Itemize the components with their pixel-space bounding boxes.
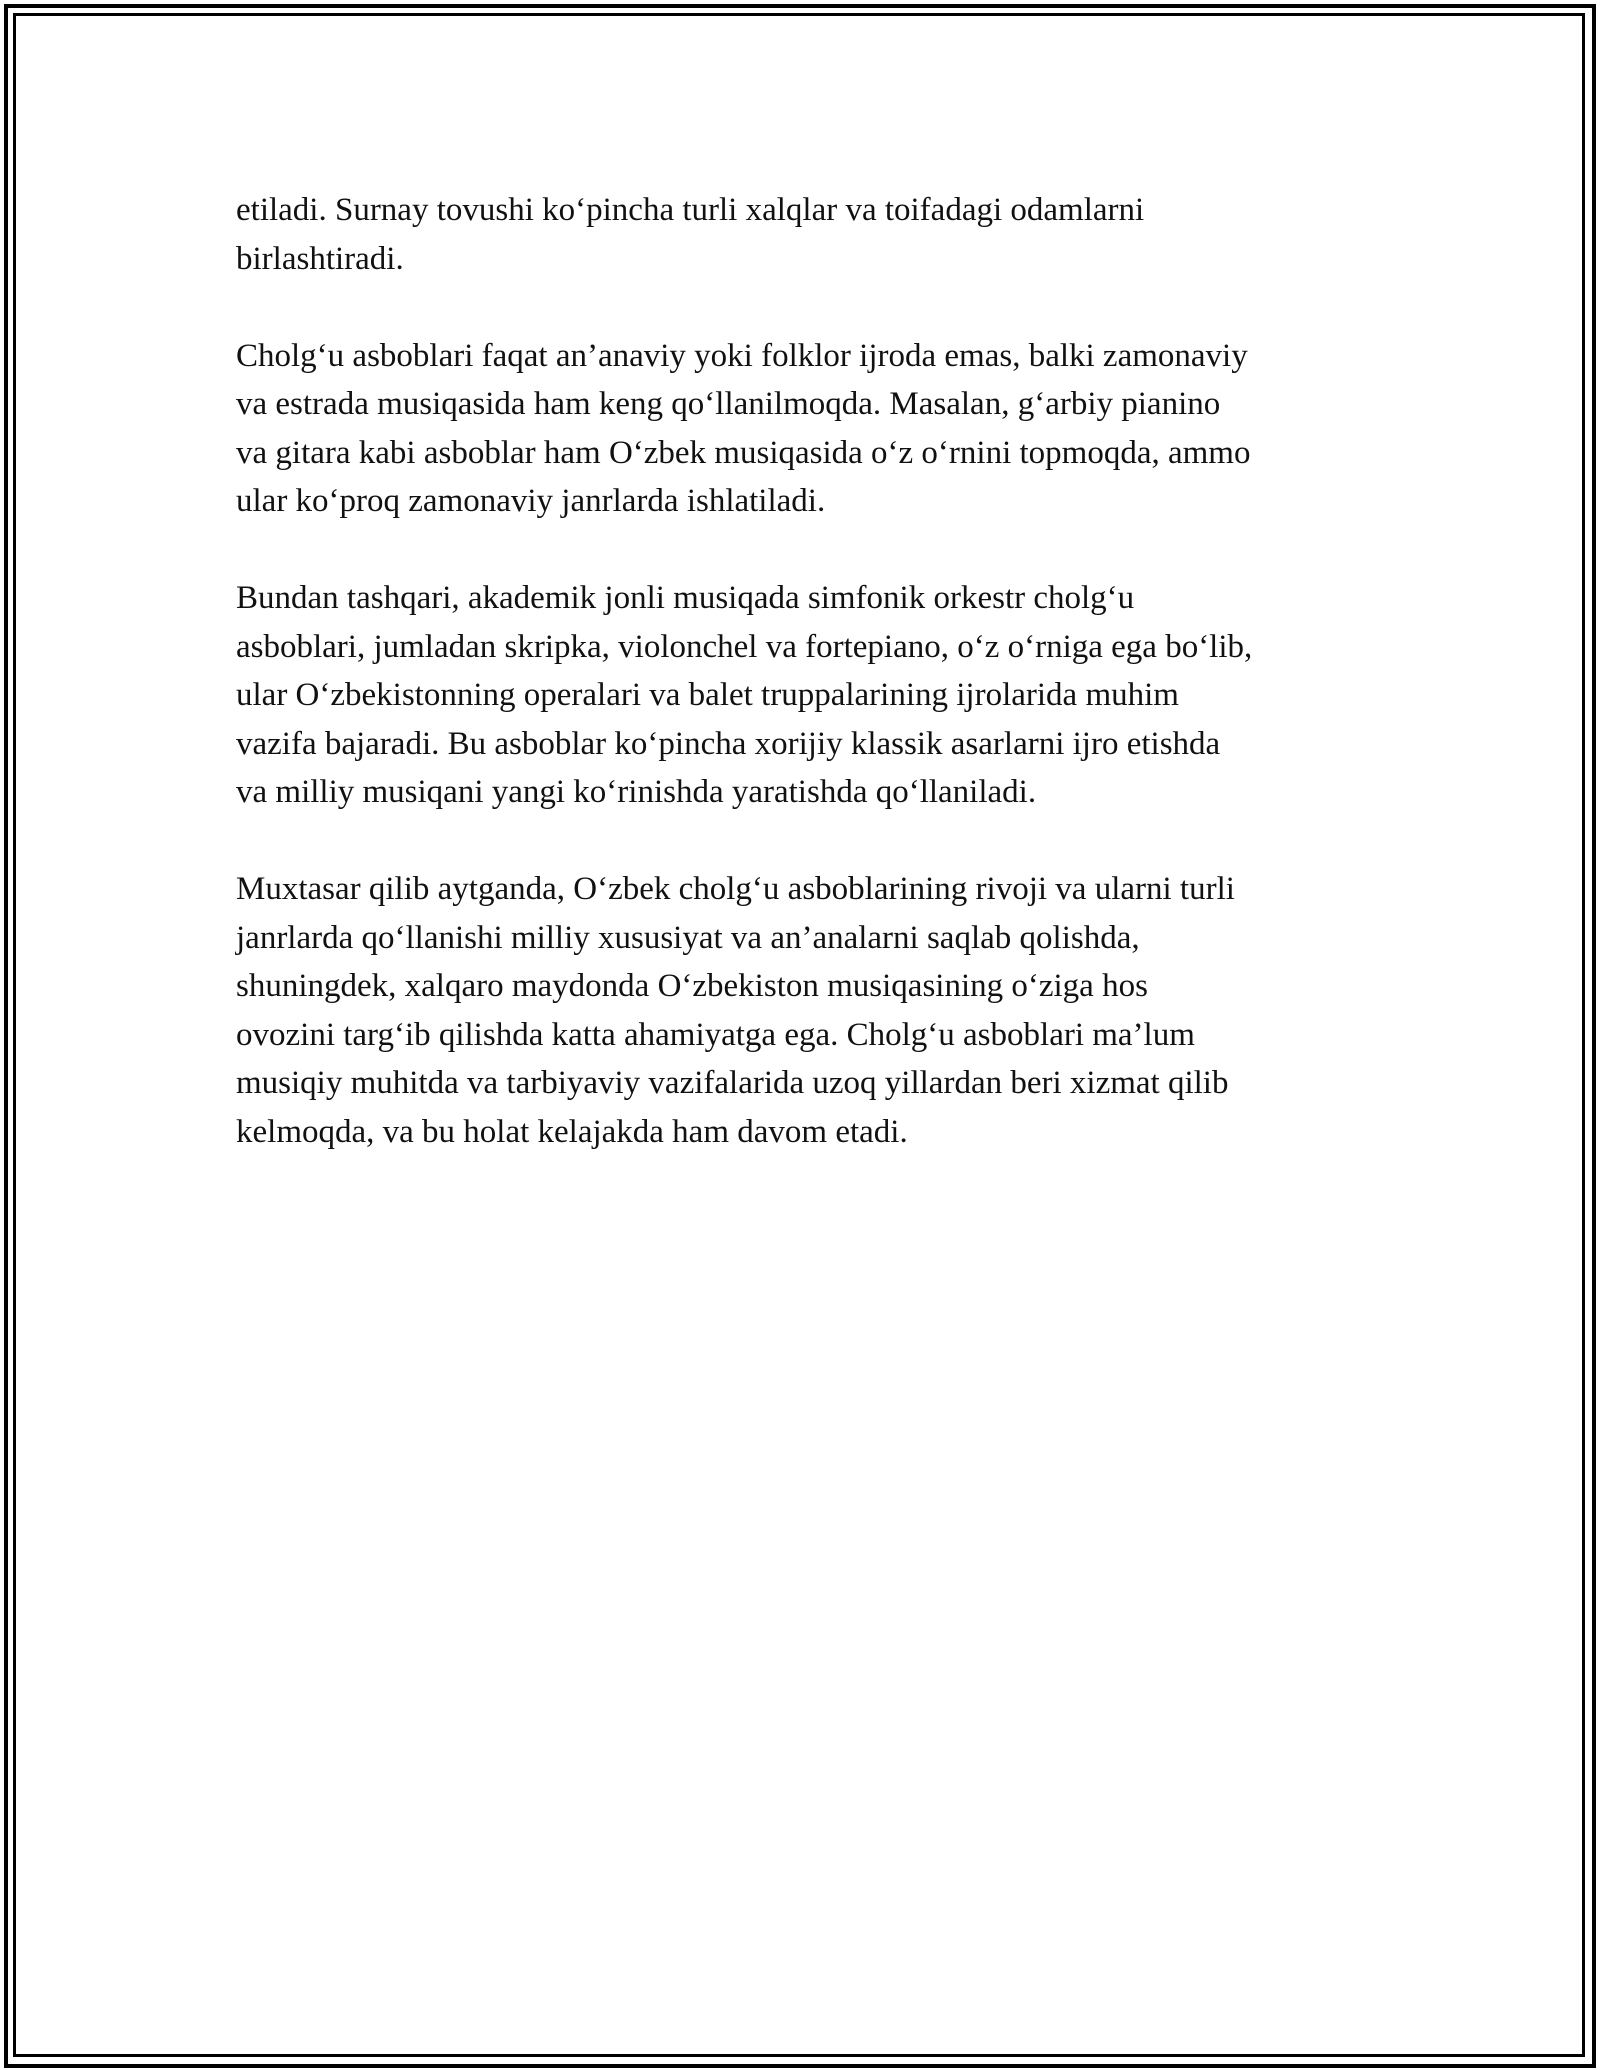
paragraph-surnay: etiladi. Surnay tovushi ko‘pincha turli xalqlar va toifadagi odamlarni birlashtiradi. [236,192,1145,277]
document-body [236,186,1376,1205]
paragraph-academic-music: Bundan tashqari, akademik jonli musiqada simfonik orkestr cholg‘u asboblari, jumladan skripka, violonchel va fortepiano, o‘z o‘rniga ega bo‘lib, ular O‘zbekistonning operalari va balet truppalarining ijrolarida muhim vazifa bajaradi. Bu asboblar ko‘pincha xorijiy klassik asarlarni ijro etishda va milliy musiqani yangi ko‘rinishda yaratishda qo‘llaniladi. [236,580,1253,810]
paragraph-modern-instruments: Cholg‘u asboblari faqat an’anaviy yoki folklor ijroda emas, balki zamonaviy va estrada musiqasida ham keng qo‘llanilmoqda. Masalan, g‘arbiy pianino va gitara kabi asboblar ham O‘zbek musiqasida o‘z o‘rnini topmoqda, ammo ular ko‘proq zamonaviy janrlarda ishlatiladi. [236,337,1251,519]
paragraph-conclusion: Muxtasar qilib aytganda, O‘zbek cholg‘u asboblarining rivoji va ularni turli janrlarda qo‘llanishi milliy xususiyat va an’analarni saqlab qolishda, shuningdek, xalqaro maydonda O‘zbekiston musiqasining o‘ziga hos ovozini targ‘ib qilishda katta ahamiyatga ega. Cholg‘u asboblari ma’lum musiqiy muhitda va tarbiyaviy vazifalarida uzoq yillardan beri xizmat qilib kelmoqda, va bu holat kelajakda ham davom etadi. [236,871,1235,1150]
